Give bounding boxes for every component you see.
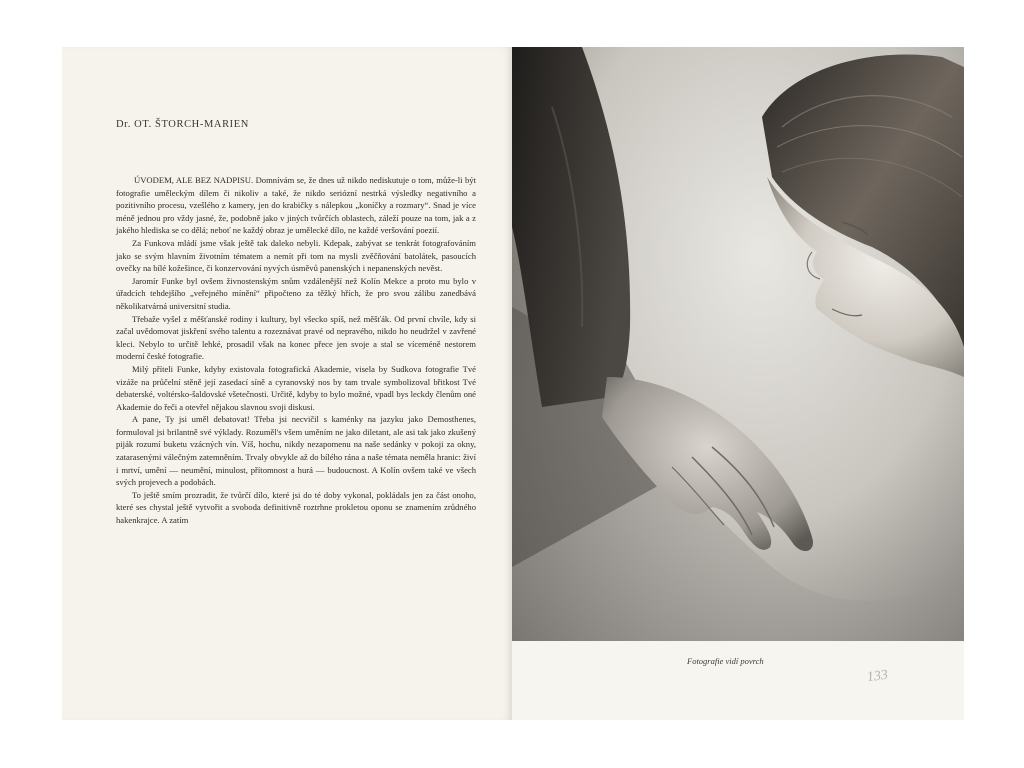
- paragraph-1: ÚVODEM, ALE BEZ NADPISU. Domnívám se, že dnes už nikdo nediskutuje o tom, může-li být fotografie uměleckým dílem či nikoliv a také, že nikdo seriózní nestrká výsledky negativního a pozitivního procesu, vzešlého z kamery, jen do krabičky s nálepkou „koníčky a rozmary“. Snad je více méně jednou pro vždy jasné, že, podobně jako v jiných tvůrčích oblastech, záleží pouze na tom, jak a z jakého hlediska se co dělá; neboť ne každý obraz je umělecké dílo, ne každé veršování poezií.: [116, 175, 476, 236]
- paragraph-5: Milý příteli Funke, kdyby existovala fotografická Akademie, visela by Sudkova fotografie Tvé vizáže na průčelní stěně její zasedací síně a cyranovský nos by tam trvale symbolizoval břitkost Tvé debaterské, voltérsko-šaldovské všetečnosti. Určitě, kdyby to bylo možné, vpadl bys leckdy členům oné Akademie do řeči a otevřel nějakou slavnou svoji diskusi.: [116, 363, 476, 412]
- paragraph-6: A pane, Ty jsi uměl debatovat! Třeba jsi necvičil s kaménky na jazyku jako Demosthenes, formuloval jsi brilantně své výklady. Rozuměl's všem uměním ne jako diletant, ale asi tak jako zkušený piják rozumí buketu vzácných vín. Víš, hochu, nikdy nezapomenu na naše sedánky v pokoji za okny, zatarasenými válečným zatemněním. Trvaly obvykle až do bílého rána a naše témata neměla hranic: živí i mrtví, umění — neumění, minulost, přítomnost a hurá — budoucnost. A Kolín ovšem také ve všech svých projevech a podobách.: [116, 414, 476, 488]
- right-page: [512, 47, 964, 720]
- paragraph-7: To ještě smím prozradit, že tvůrčí dílo, které jsi do té doby vykonal, pokládals jen za část onoho, které ses chystal ještě vytvořit a svoboda definitivně roztrhne prokletou oponu se znamením zrůdného hakenkrajce. A zatím: [116, 489, 476, 526]
- photograph-woman-hand: [512, 47, 964, 641]
- photo-caption: Fotografie vidí povrch: [687, 656, 764, 666]
- article-text: [116, 174, 476, 527]
- left-page: [62, 47, 512, 720]
- pencil-page-note: 133: [865, 667, 889, 686]
- paragraph-2: Za Funkova mládí jsme však ještě tak daleko nebyli. Kdepak, zabývat se tenkrát fotografováním jako se svým hlavním životním tématem a nemít při tom na mysli zvěčňování batolátek, pasoucích ovečky na bílé kožešince, či konzervování nyvých úsměvů panenských i nepanenských nevěst.: [116, 237, 476, 274]
- author-heading: Dr. OT. ŠTORCH-MARIEN: [116, 119, 249, 130]
- book-spread: [62, 47, 964, 720]
- paragraph-4: Třebaže vyšel z měšťanské rodiny i kultury, byl všecko spíš, než měšťák. Od první chvíle, kdy si začal uvědomovat jiskření svého talentu a rozeznávat pravé od nepravého, nikdo ho neudržel v zavřené kleci. Nebylo to určitě lehké, prosadil však na konec přece jen svoje a stal se víceméně nestorem moderní české fotografie.: [116, 313, 476, 362]
- paragraph-3: Jaromír Funke byl ovšem živnostenským snům vzdálenější než Kolín Mekce a proto mu bylo v úřadcích tehdejšího „veřejného mínění“ připočteno za těžký hřích, že pro svou zálibu zanedbává několikatvárná universitní studia.: [116, 275, 476, 311]
